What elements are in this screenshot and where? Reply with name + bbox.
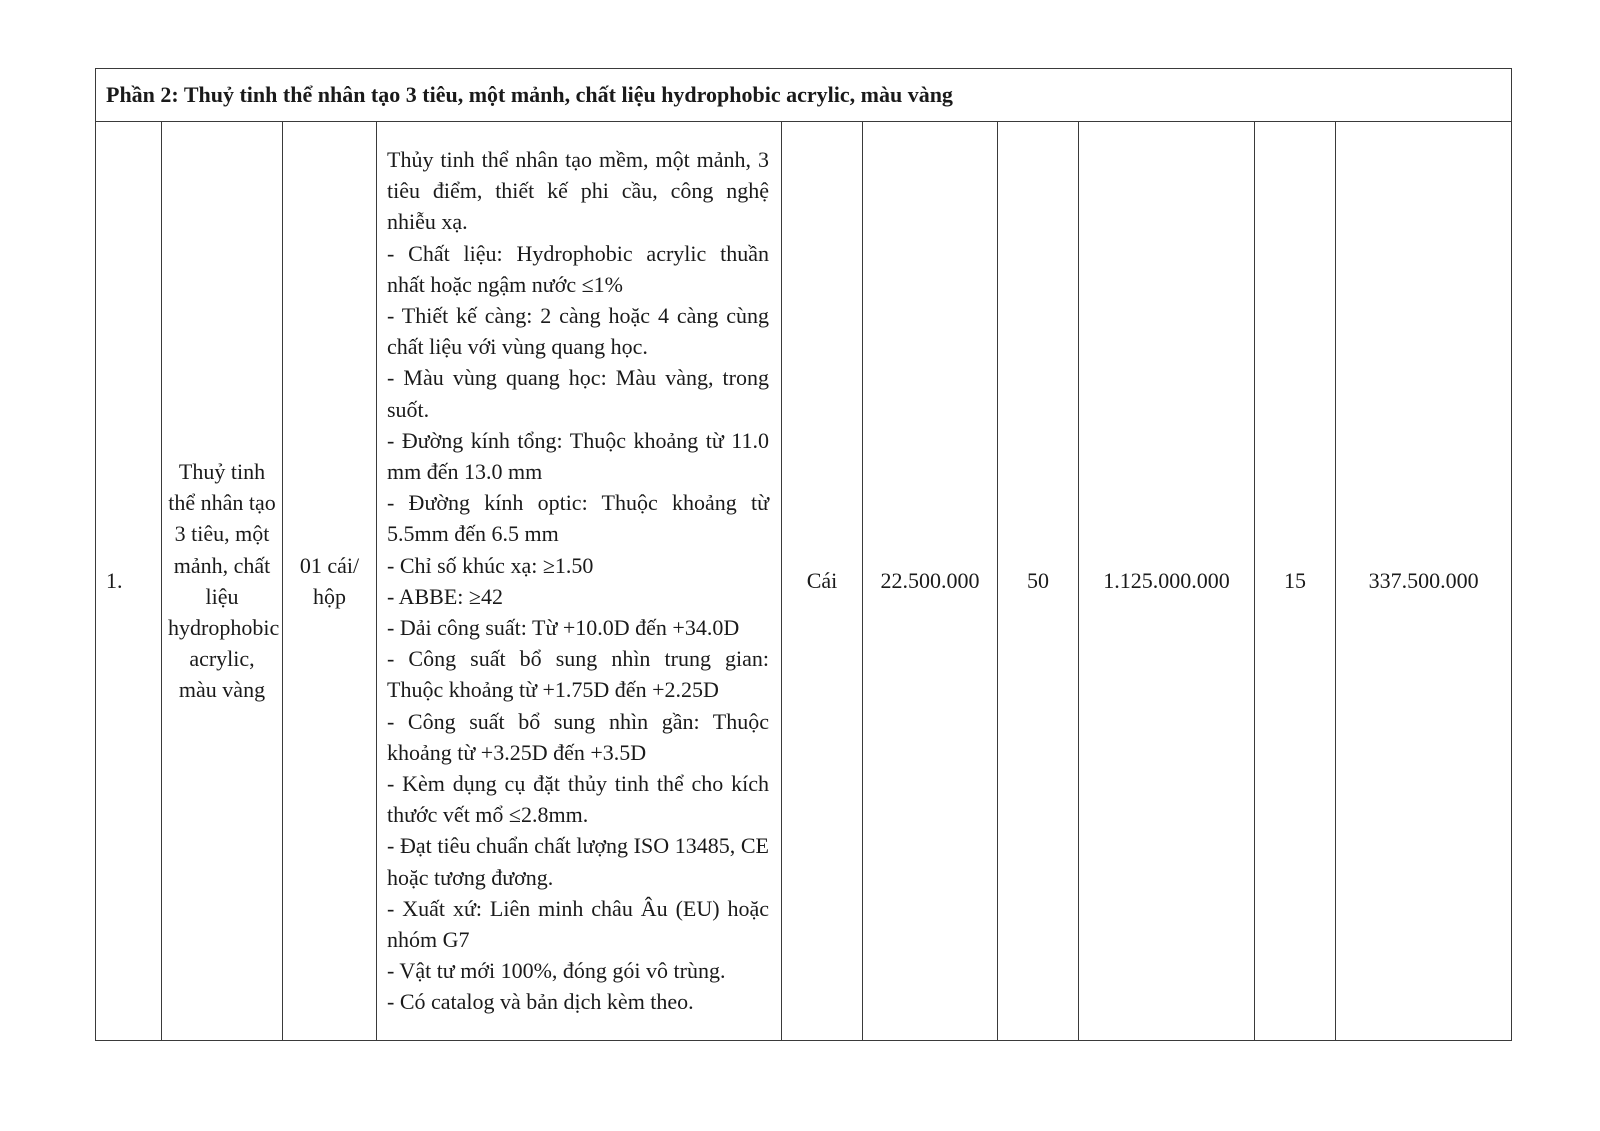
spec-line: - Có catalog và bản dịch kèm theo. xyxy=(387,989,694,1015)
row-number: 1. xyxy=(96,122,162,1041)
table-row xyxy=(96,122,1512,1041)
bid-items-table xyxy=(95,68,1512,1041)
spec-line: - Vật tư mới 100%, đóng gói vô trùng. xyxy=(387,958,726,984)
unit: Cái xyxy=(782,122,863,1041)
spec-line: - Công suất bổ sung nhìn trung gian: Thuộc khoảng từ +1.75D đến +2.25D xyxy=(387,646,769,703)
total-amount: 1.125.000.000 xyxy=(1079,122,1255,1041)
spec-line: - Kèm dụng cụ đặt thủy tinh thể cho kích thước vết mổ ≤2.8mm. xyxy=(387,771,769,828)
total-amount-secondary: 337.500.000 xyxy=(1336,122,1512,1041)
technical-specification xyxy=(377,122,782,1041)
spec-line: - Xuất xứ: Liên minh châu Âu (EU) hoặc nhóm G7 xyxy=(387,895,769,953)
packaging: 01 cái/ hộp xyxy=(283,122,377,1041)
unit-price: 22.500.000 xyxy=(863,122,998,1041)
spec-line: - Công suất bổ sung nhìn gần: Thuộc khoảng từ +3.25D đến +3.5D xyxy=(387,708,769,765)
spec-line: - Đường kính tổng: Thuộc khoảng từ 11.0 mm đến 13.0 mm xyxy=(387,427,769,485)
quantity-secondary: 15 xyxy=(1255,122,1336,1041)
spec-line: - Dải công suất: Từ +10.0D đến +34.0D xyxy=(387,615,740,641)
spec-line: - Chỉ số khúc xạ: ≥1.50 xyxy=(387,552,594,578)
spec-line: - Màu vùng quang học: Màu vàng, trong suốt. xyxy=(387,365,769,422)
spec-line: - Đường kính optic: Thuộc khoảng từ 5.5mm đến 6.5 mm xyxy=(387,490,769,547)
spec-line: - ABBE: ≥42 xyxy=(387,583,503,609)
spec-line: - Chất liệu: Hydrophobic acrylic thuần nhất hoặc ngậm nước ≤1% xyxy=(387,240,769,297)
spec-line: Thủy tinh thể nhân tạo mềm, một mảnh, 3 tiêu điểm, thiết kế phi cầu, công nghệ nhiễu xạ. xyxy=(387,147,769,235)
section-title: Phần 2: Thuỷ tinh thể nhân tạo 3 tiêu, một mảnh, chất liệu hydrophobic acrylic, màu vàng xyxy=(96,69,1512,122)
quantity: 50 xyxy=(998,122,1079,1041)
section-header-row xyxy=(96,69,1512,122)
spec-line: - Đạt tiêu chuẩn chất lượng ISO 13485, CE hoặc tương đương. xyxy=(387,833,769,890)
spec-line: - Thiết kế càng: 2 càng hoặc 4 càng cùng chất liệu với vùng quang học. xyxy=(387,303,769,360)
item-name: Thuỷ tinh thể nhân tạo 3 tiêu, một mảnh, chất liệu hydrophobic acrylic, màu vàng xyxy=(162,122,283,1041)
